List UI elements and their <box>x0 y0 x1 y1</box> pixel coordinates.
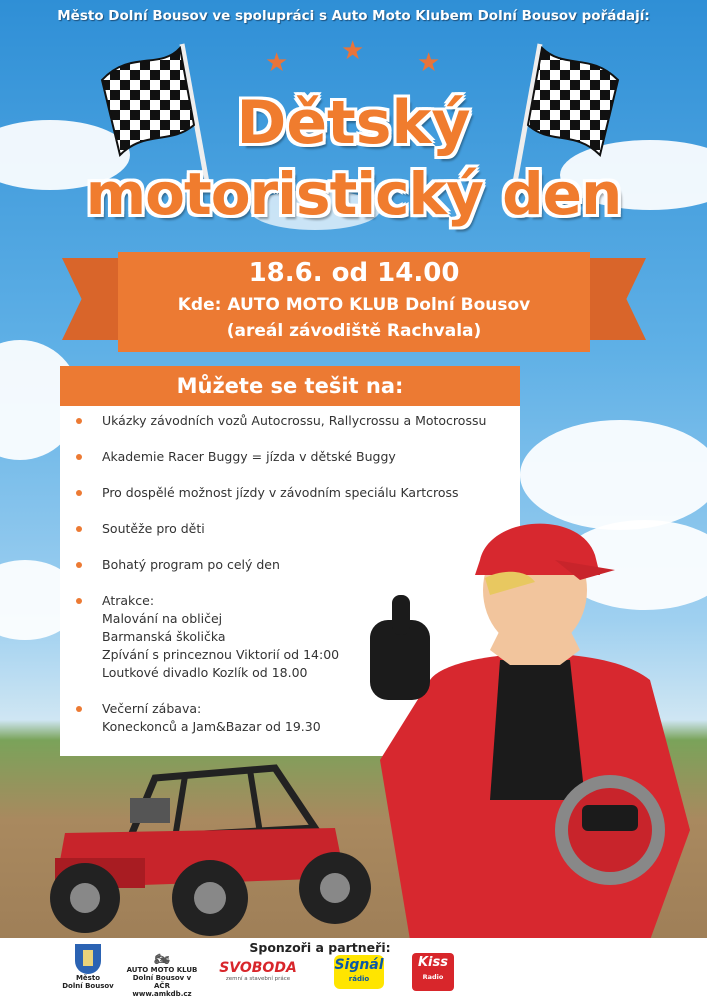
list-item-text: Ukázky závodních vozů Autocrossu, Rallycrossu a Motocrossu <box>102 413 487 428</box>
poster-title-line2: motoristický den <box>85 160 622 228</box>
star-icon: ★ <box>265 48 289 78</box>
town-logo-city: Dolní Bousov <box>62 982 114 990</box>
coat-of-arms-icon <box>75 944 101 974</box>
event-date-time: 18.6. od 14.00 <box>248 258 460 288</box>
organizers-line: Město Dolní Bousov ve spolupráci s Auto Moto Klubem Dolní Bousov pořádají: <box>57 8 650 24</box>
event-area: (areál závodiště Rachvala) <box>226 321 482 341</box>
list-item <box>76 448 516 466</box>
signal-radio-logo <box>334 955 384 989</box>
svoboda-logo-name: SVOBODA <box>219 960 297 976</box>
attraction-line: Loutkové divadlo Kozlík od 18.00 <box>102 665 308 680</box>
svoboda-logo-sub: zemní a stavební práce <box>225 976 291 982</box>
list-item-text: Bohatý program po celý den <box>102 557 280 572</box>
amk-logo-web: www.amkdb.cz <box>132 990 192 998</box>
list-item-text: Akademie Racer Buggy = jízda v dětské Buggy <box>102 449 396 464</box>
kiss-radio-logo <box>412 953 454 991</box>
attractions-label: Atrakce: <box>102 593 155 608</box>
attraction-line: Malování na obličej <box>102 611 223 626</box>
star-icon: ★ <box>417 48 441 78</box>
kiss-logo-name: Kiss <box>417 955 448 970</box>
amk-logo-sub: Dolní Bousov v AČR <box>132 974 192 990</box>
amk-logo-name: AUTO MOTO KLUB <box>126 966 198 974</box>
evening-line: Koneckonců a Jam&Bazar od 19.30 <box>102 719 321 734</box>
star-icon: ★ <box>341 36 365 66</box>
list-item-text: Pro dospělé možnost jízdy v závodním speciálu Kartcross <box>102 485 459 500</box>
attraction-line: Barmanská školička <box>102 629 226 644</box>
attraction-line: Zpívání s princeznou Viktorií od 14:00 <box>102 647 340 662</box>
signal-logo-name: Signál <box>334 957 384 973</box>
town-logo <box>62 944 114 998</box>
signal-logo-sub: rádio <box>348 975 370 983</box>
town-logo-name: Město <box>75 974 101 982</box>
race-driver-illustration <box>350 500 707 940</box>
motorbike-icon: 🏍 <box>154 952 170 966</box>
poster-title-line1: Dětský <box>236 88 471 158</box>
svoboda-logo <box>219 960 297 984</box>
list-item <box>76 412 516 430</box>
buggy-illustration <box>35 738 375 938</box>
list-item-text: Soutěže pro děti <box>102 521 205 536</box>
stars-group <box>265 38 445 78</box>
amk-logo <box>126 952 198 998</box>
program-heading: Můžete se tešit na: <box>60 366 520 406</box>
sponsors-label: Sponzoři a partneři: <box>249 940 391 955</box>
event-place: Kde: AUTO MOTO KLUB Dolní Bousov <box>177 295 531 315</box>
evening-label: Večerní zábava: <box>102 701 202 716</box>
kiss-logo-sub: Radio <box>422 973 444 981</box>
